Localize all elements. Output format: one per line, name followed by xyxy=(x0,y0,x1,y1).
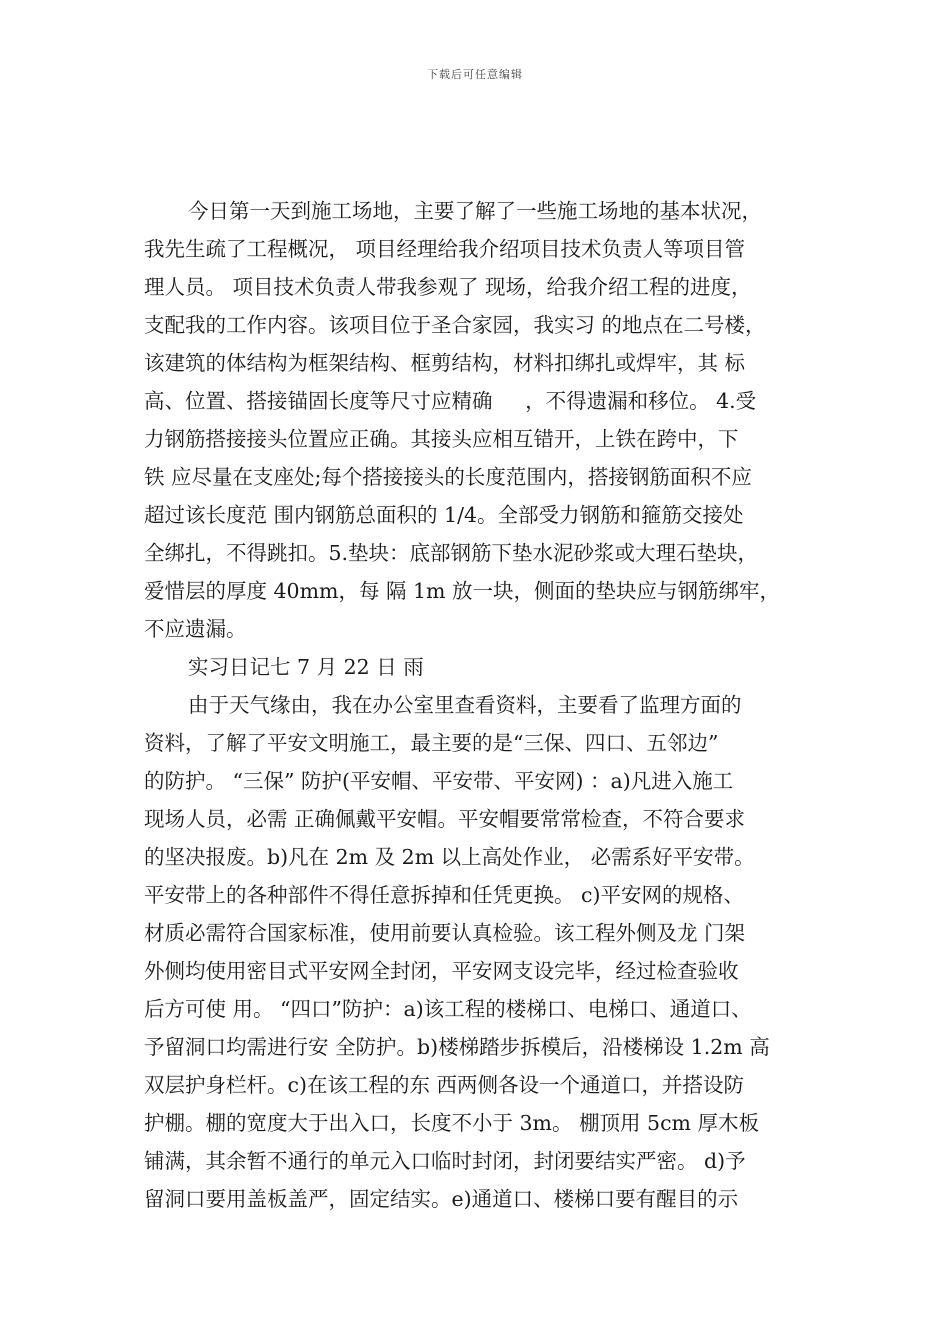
paragraph-line: 不应遗漏。 xyxy=(144,617,247,641)
paragraph-line: 由于天气缘由，我在办公室里查看资料，主要看了监理方面的 xyxy=(188,693,742,717)
body-text xyxy=(144,192,812,1218)
paragraph-line: 今日第一天到施工场地，主要了解了一些施工场地的基本状况， xyxy=(188,199,762,223)
paragraph-line: 资料，了解了平安文明施工，最主要的是“三保、四口、五邻边” xyxy=(144,731,719,755)
paragraph-line: 双层护身栏杆。c)在该工程的东 西两侧各设一个通道口，并搭设防 xyxy=(144,1073,744,1097)
paragraph-line: 该建筑的体结构为框架结构、框剪结构，材料扣绑扎或焊牢，其 标 xyxy=(144,351,746,375)
paragraph-line: 予留洞口均需进行安 全防护。b)楼梯踏步拆模后，沿楼梯设 1.2m 高 xyxy=(144,1035,770,1059)
paragraph-line: 力钢筋搭接接头位置应正确。其接头应相互错开，上铁在跨中，下 xyxy=(144,427,739,451)
paragraph-line: 的坚决报废。b)凡在 2m 及 2m 以上高处作业， 必需系好平安带。 xyxy=(144,845,755,869)
paragraph-line: 护棚。棚的宽度大于出入口，长度不小于 3m。 棚顶用 5cm 厚木板 xyxy=(144,1111,760,1135)
paragraph-line: 超过该长度范 围内钢筋总面积的 1/4。全部受力钢筋和箍筋交接处 xyxy=(144,503,744,527)
paragraph-line: 材质必需符合国家标准，使用前要认真检验。该工程外侧及龙 门架 xyxy=(144,921,746,945)
paragraph-line: 平安带上的各种部件不得任意拆掉和任凭更换。 c)平安网的规格、 xyxy=(144,883,744,907)
paragraph-line: 铺满，其余暂不通行的单元入口临时封闭，封闭要结实严密。 d)予 xyxy=(144,1149,746,1173)
page-header-note: 下载后可任意编辑 xyxy=(427,68,523,81)
diary-entry-heading: 实习日记七 7 月 22 日 雨 xyxy=(188,655,424,679)
paragraph-line: 的防护。 “三保” 防护(平安帽、平安带、平安网) ：a)凡进入施工 xyxy=(144,769,734,793)
paragraph-line: 留洞口要用盖板盖严，固定结实。e)通道口、楼梯口要有醒目的示 xyxy=(144,1187,739,1211)
paragraph-line: 爱惜层的厚度 40mm，每 隔 1m 放一块，侧面的垫块应与钢筋绑牢， xyxy=(144,579,781,603)
paragraph-line: 高、位置、搭接锚固长度等尺寸应精确 ，不得遗漏和移位。 4.受 xyxy=(144,389,757,413)
paragraph-line: 外侧均使用密目式平安网全封闭，平安网支设完毕，经过检查验收 xyxy=(144,959,739,983)
paragraph-line: 我先生疏了工程概况， 项目经理给我介绍项目技术负责人等项目管 xyxy=(144,237,746,261)
paragraph-line: 全绑扎，不得跳扣。5.垫块：底部钢筋下垫水泥砂浆或大理石垫块， xyxy=(144,541,759,565)
paragraph-line: 现场人员，必需 正确佩戴平安帽。平安帽要常常检查，不符合要求 xyxy=(144,807,746,831)
paragraph-line: 理人员。 项目技术负责人带我参观了 现场，给我介绍工程的进度， xyxy=(144,275,752,299)
paragraph-line: 铁 应尽量在支座处;每个搭接接头的长度范围内，搭接钢筋面积不应 xyxy=(144,465,752,489)
paragraph-line: 支配我的工作内容。该项目位于圣合家园，我实习 的地点在二号楼， xyxy=(144,313,766,337)
paragraph-line: 后方可使 用。 “四口”防护：a)该工程的楼梯口、电梯口、通道口、 xyxy=(144,997,752,1021)
